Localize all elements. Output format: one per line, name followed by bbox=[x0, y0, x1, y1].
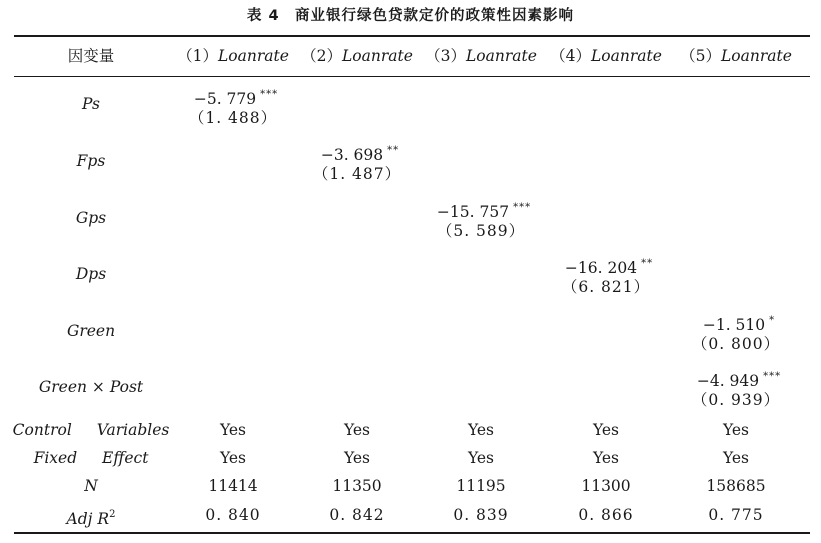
coef-cell bbox=[565, 255, 653, 277]
var-label-fps: Fps bbox=[76, 152, 106, 170]
stat-value: Yes bbox=[467, 449, 495, 467]
stat-label-fixed-effect: Fixed Effect bbox=[33, 449, 149, 467]
coef-cell bbox=[703, 312, 775, 334]
coef-cell bbox=[437, 199, 531, 221]
significance-stars: *** bbox=[513, 202, 532, 213]
stat-value: Yes bbox=[592, 449, 620, 467]
stat-value: Yes bbox=[722, 449, 750, 467]
column-name: Loanrate bbox=[465, 47, 537, 65]
stat-value: 0. 866 bbox=[578, 506, 634, 524]
column-number: （2） bbox=[301, 47, 342, 65]
std-error: （0. 800） bbox=[691, 335, 781, 353]
bottom-rule bbox=[14, 532, 810, 534]
coef-value: −15. 757 bbox=[436, 203, 510, 221]
var-label-gps: Gps bbox=[75, 209, 107, 227]
column-header bbox=[177, 47, 289, 65]
coef-value: −1. 510 bbox=[702, 316, 766, 334]
significance-stars: ** bbox=[641, 258, 654, 269]
column-number: （4） bbox=[550, 47, 591, 65]
coef-value: −16. 204 bbox=[564, 259, 638, 277]
top-rule bbox=[14, 35, 810, 37]
coef-cell bbox=[697, 368, 781, 390]
coef-value: −4. 949 bbox=[696, 372, 760, 390]
stat-label-control-variables: Control Variables bbox=[12, 421, 170, 439]
stat-value: 0. 839 bbox=[453, 506, 509, 524]
column-number: （3） bbox=[425, 47, 466, 65]
std-error: （5. 589） bbox=[436, 222, 526, 240]
header-stub: 因变量 bbox=[67, 47, 115, 65]
stat-label-adj-r2 bbox=[67, 506, 116, 528]
stat-value: 0. 775 bbox=[708, 506, 764, 524]
stat-label-superscript: 2 bbox=[109, 509, 116, 520]
column-header bbox=[425, 47, 537, 65]
stat-value: Yes bbox=[343, 449, 371, 467]
table-title: 表 4 商业银行绿色贷款定价的政策性因素影响 bbox=[246, 8, 575, 24]
stat-value: 158685 bbox=[706, 477, 766, 495]
column-header bbox=[680, 47, 792, 65]
stat-label-base: Adj R bbox=[66, 510, 110, 528]
std-error: （0. 939） bbox=[691, 391, 781, 409]
column-name: Loanrate bbox=[590, 47, 662, 65]
std-error: （6. 821） bbox=[561, 278, 651, 296]
stat-value: 11414 bbox=[208, 477, 258, 495]
column-name: Loanrate bbox=[217, 47, 289, 65]
std-error: （1. 488） bbox=[188, 109, 278, 127]
coef-cell bbox=[194, 86, 278, 108]
var-label-dps: Dps bbox=[75, 265, 107, 283]
header-rule bbox=[14, 76, 810, 77]
coef-value: −3. 698 bbox=[320, 146, 384, 164]
stat-value: Yes bbox=[343, 421, 371, 439]
column-number: （1） bbox=[177, 47, 218, 65]
stat-value: 0. 842 bbox=[329, 506, 385, 524]
stat-value: Yes bbox=[219, 449, 247, 467]
column-header bbox=[301, 47, 413, 65]
stat-value: Yes bbox=[219, 421, 247, 439]
column-number: （5） bbox=[680, 47, 721, 65]
stat-value: Yes bbox=[722, 421, 750, 439]
stat-value: 11300 bbox=[581, 477, 631, 495]
coef-value: −5. 779 bbox=[193, 90, 257, 108]
var-label-green-post: Green × Post bbox=[38, 378, 144, 396]
stat-value: 11350 bbox=[332, 477, 382, 495]
std-error: （1. 487） bbox=[312, 165, 402, 183]
significance-stars: * bbox=[769, 315, 776, 326]
stat-value: Yes bbox=[467, 421, 495, 439]
stat-value: 0. 840 bbox=[205, 506, 261, 524]
column-name: Loanrate bbox=[341, 47, 413, 65]
var-label-green: Green bbox=[66, 322, 116, 340]
significance-stars: ** bbox=[387, 145, 400, 156]
stat-value: Yes bbox=[592, 421, 620, 439]
column-header bbox=[550, 47, 662, 65]
var-label-ps: Ps bbox=[82, 95, 100, 113]
stat-label-n: N bbox=[84, 477, 98, 495]
significance-stars: *** bbox=[260, 89, 279, 100]
stat-value: 11195 bbox=[456, 477, 506, 495]
significance-stars: *** bbox=[763, 371, 782, 382]
column-name: Loanrate bbox=[720, 47, 792, 65]
coef-cell bbox=[321, 142, 399, 164]
